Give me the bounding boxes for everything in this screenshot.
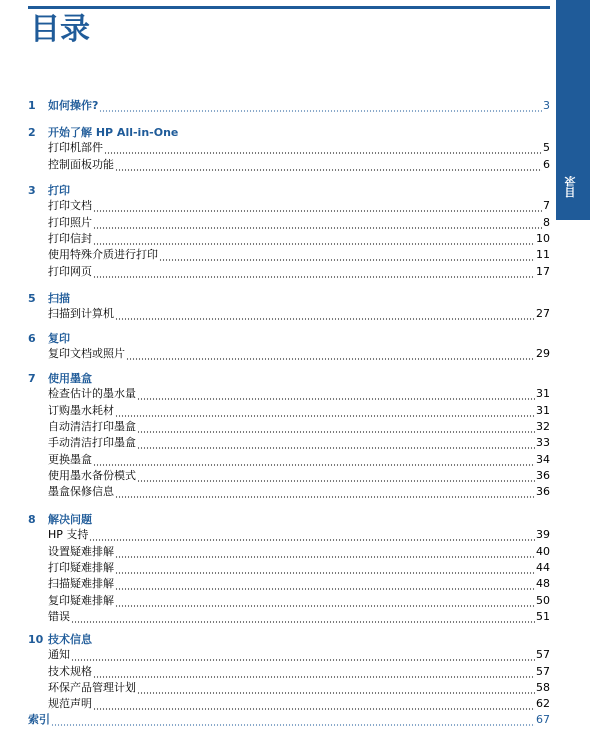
toc-entry-page-number: 57: [536, 648, 550, 662]
dot-leader: [137, 683, 535, 694]
toc-entry-label: 错误: [48, 609, 70, 623]
toc-entry-page-number: 6: [543, 157, 550, 171]
index-entry-page-number: 67: [536, 713, 550, 726]
toc-entry-label: 自动清洁打印墨盒: [48, 419, 136, 433]
toc-entry-label: 规范声明: [48, 697, 92, 711]
toc-entry-page-number: 33: [536, 436, 550, 450]
toc-entry[interactable]: [48, 575, 550, 590]
toc-entry[interactable]: [48, 402, 550, 417]
chapter-heading[interactable]: [48, 370, 550, 385]
chapter-heading-label: 如何操作?: [48, 99, 99, 112]
dot-leader: [93, 667, 535, 678]
dot-leader: [115, 309, 535, 320]
dot-leader: [93, 455, 535, 466]
chapter-number: 1: [28, 99, 36, 112]
toc-entry-page-number: 50: [536, 593, 550, 607]
toc-entry[interactable]: [48, 345, 550, 360]
chapter-number: 6: [28, 332, 36, 345]
toc-entry-label: 检查估计的墨水量: [48, 387, 136, 401]
toc-entry-label: 使用特殊介质进行打印: [48, 248, 158, 262]
toc-entry[interactable]: [48, 197, 550, 212]
toc-entry-label: 打印照片: [48, 215, 92, 229]
toc-entry-label: 墨盒保修信息: [48, 485, 114, 499]
toc-entry-page-number: 39: [536, 528, 550, 542]
chapter-heading-label: 复印: [48, 332, 70, 345]
toc-entry[interactable]: [48, 543, 550, 558]
toc-entry[interactable]: [48, 305, 550, 320]
toc-entry-label: 打印疑难排解: [48, 560, 114, 574]
toc-entry-page-number: 11: [536, 248, 550, 262]
toc-entry[interactable]: [48, 608, 550, 623]
chapter-number: 10: [28, 633, 44, 646]
toc-entry-label: 打印机部件: [48, 141, 103, 155]
chapter-heading-label: 开始了解 HP All-in-One: [48, 126, 179, 139]
toc-entry-label: 复印疑难排解: [48, 593, 114, 607]
index-entry-label: 索引: [28, 713, 50, 726]
chapter-number: 2: [28, 126, 36, 139]
chapter-heading-label: 打印: [48, 184, 70, 197]
toc-entry-page-number: 40: [536, 544, 550, 558]
toc-entry[interactable]: [48, 139, 550, 154]
dot-leader: [137, 471, 535, 482]
dot-leader: [115, 596, 535, 607]
toc-entry-page-number: 17: [536, 264, 550, 278]
chapter-heading[interactable]: [48, 97, 550, 112]
chapter-heading[interactable]: [48, 330, 550, 345]
toc-entry-page-number: 51: [536, 609, 550, 623]
toc-entry-label: 使用墨水备份模式: [48, 468, 136, 482]
toc-entry-page-number: 58: [536, 680, 550, 694]
toc-entry-label: 复印文档或照片: [48, 347, 125, 361]
toc-entry-label: 更换墨盒: [48, 452, 92, 466]
dot-leader: [99, 101, 542, 112]
chapter-number: 8: [28, 513, 36, 526]
dot-leader: [93, 234, 535, 245]
chapter-heading[interactable]: [48, 511, 550, 526]
index-entry[interactable]: [28, 711, 550, 726]
toc-entry-label: 打印文档: [48, 199, 92, 213]
toc-entry-label: 打印网页: [48, 264, 92, 278]
toc-entry[interactable]: [48, 526, 550, 541]
toc-entry-page-number: 34: [536, 452, 550, 466]
toc-entry[interactable]: [48, 695, 550, 710]
toc-entry-page-number: 62: [536, 697, 550, 711]
toc-entry-page-number: 32: [536, 419, 550, 433]
chapter-heading[interactable]: [48, 124, 550, 139]
toc-entry[interactable]: [48, 467, 550, 482]
toc-entry[interactable]: [48, 156, 550, 171]
toc-entry-page-number: 48: [536, 577, 550, 591]
toc-entry-page-number: 36: [536, 468, 550, 482]
toc-entry-page-number: 8: [543, 215, 550, 229]
toc-entry-label: 扫描疑难排解: [48, 577, 114, 591]
toc-entry[interactable]: [48, 646, 550, 661]
dot-leader: [93, 218, 542, 229]
dot-leader: [93, 699, 535, 710]
side-tab-label: 目录: [564, 176, 577, 198]
toc-entry-label: 控制面板功能: [48, 157, 114, 171]
dot-leader: [126, 349, 535, 360]
toc-entry[interactable]: [48, 483, 550, 498]
toc-entry[interactable]: [48, 385, 550, 400]
toc-entry[interactable]: [48, 214, 550, 229]
toc-entry[interactable]: [48, 663, 550, 678]
toc-entry-page-number: 29: [536, 347, 550, 361]
dot-leader: [51, 715, 535, 726]
dot-leader: [115, 487, 535, 498]
chapter-heading-label: 使用墨盒: [48, 372, 92, 385]
toc-entry[interactable]: [48, 418, 550, 433]
dot-leader: [159, 250, 535, 261]
dot-leader: [115, 160, 542, 171]
toc-entry-label: 打印信封: [48, 231, 92, 245]
toc-entry-label: 手动清洁打印墨盒: [48, 436, 136, 450]
toc-entry-page-number: 31: [536, 387, 550, 401]
toc-entry-label: 通知: [48, 648, 70, 662]
chapter-heading-page-number: 3: [543, 99, 550, 112]
toc-entry-label: 扫描到计算机: [48, 307, 114, 321]
chapter-number: 7: [28, 372, 36, 385]
toc-entry-page-number: 31: [536, 403, 550, 417]
dot-leader: [115, 563, 535, 574]
toc-entry[interactable]: [48, 451, 550, 466]
dot-leader: [115, 406, 535, 417]
chapter-number: 5: [28, 292, 36, 305]
toc-entry-page-number: 7: [543, 199, 550, 213]
toc-entry-page-number: 57: [536, 664, 550, 678]
toc-entry-label: 技术规格: [48, 664, 92, 678]
toc-entry-page-number: 36: [536, 485, 550, 499]
toc-entry-label: 订购墨水耗材: [48, 403, 114, 417]
toc-entry[interactable]: [48, 559, 550, 574]
dot-leader: [137, 389, 535, 400]
toc-entry-page-number: 5: [543, 141, 550, 155]
dot-leader: [104, 143, 542, 154]
toc-entry-page-number: 44: [536, 560, 550, 574]
dot-leader: [71, 650, 535, 661]
chapter-heading[interactable]: [48, 182, 550, 197]
dot-leader: [115, 547, 535, 558]
dot-leader: [93, 201, 542, 212]
dot-leader: [115, 579, 535, 590]
dot-leader: [93, 267, 535, 278]
dot-leader: [137, 438, 535, 449]
chapter-heading-label: 扫描: [48, 292, 70, 305]
toc-entry-label: HP 支持: [48, 528, 89, 542]
toc-entry[interactable]: [48, 592, 550, 607]
toc-entry-page-number: 27: [536, 307, 550, 321]
chapter-heading[interactable]: [48, 290, 550, 305]
dot-leader: [137, 422, 535, 433]
toc-entry[interactable]: [48, 434, 550, 449]
chapter-heading[interactable]: [48, 631, 550, 646]
toc-entry[interactable]: [48, 263, 550, 278]
toc-entry-label: 环保产品管理计划: [48, 680, 136, 694]
chapter-number: 3: [28, 184, 36, 197]
chapter-heading-label: 技术信息: [48, 633, 92, 646]
toc-entry[interactable]: [48, 246, 550, 261]
toc-entry-label: 设置疑难排解: [48, 544, 114, 558]
dot-leader: [89, 530, 535, 541]
toc-entry[interactable]: [48, 230, 550, 245]
toc-entry-page-number: 10: [536, 231, 550, 245]
chapter-heading-label: 解决问题: [48, 513, 92, 526]
toc-entry[interactable]: [48, 679, 550, 694]
page-title: 目录: [30, 12, 90, 47]
dot-leader: [71, 612, 535, 623]
